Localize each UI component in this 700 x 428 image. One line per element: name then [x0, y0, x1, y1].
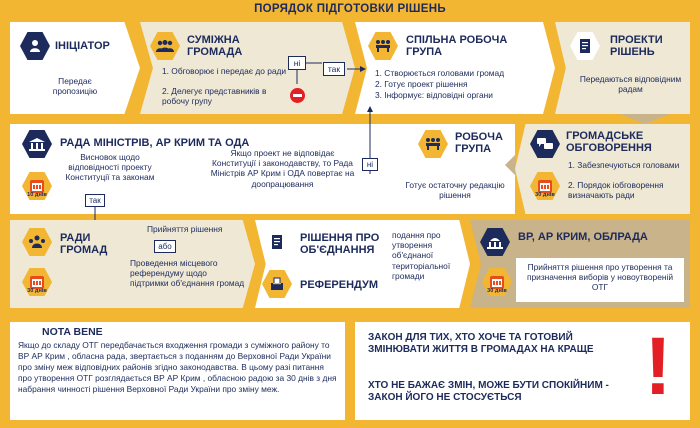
- exclamation-mark: !: [644, 321, 672, 412]
- joint-header: СПІЛЬНА РОБОЧА ГРУПА: [406, 34, 508, 58]
- yes-box-2: так: [85, 194, 105, 207]
- initiator-header: ІНІЦІАТОР: [55, 40, 110, 52]
- adjacent-item-2: 2. Делегує представників в робочу групу: [162, 86, 267, 107]
- slogan-line-2: ХТО НЕ БАЖАЄ ЗМІН, МОЖЕ БУТИ СПОКІЙНИМ - ЗАКОН ЙОГО НЕ СТОСУЄТЬСЯ: [368, 380, 609, 403]
- joint-item-3: 3. Інформує: відповідні органи: [375, 90, 493, 100]
- slogan-line-1: ЗАКОН ДЛЯ ТИХ, ХТО ХОЧЕ ТА ГОТОВИЙ ЗМІНЮВАТИ ЖИТТЯ В ГРОМАДАХ НА КРАЩЕ: [368, 332, 594, 355]
- public-item-1: 1. Забезпечуються головами: [568, 160, 680, 170]
- councils-text-2: Проведення місцевого референдуму щодо підтримки об'єднання громад: [130, 258, 245, 289]
- public-header: ГРОМАДСЬКЕ ОБГОВОРЕННЯ: [566, 130, 652, 154]
- cabinet-text-left: Висновок щодо відповідності проекту Конституції та законам: [65, 152, 155, 183]
- down-arrow: [620, 114, 670, 124]
- councils-header: РАДИ ГРОМАД: [60, 232, 108, 256]
- working-header: РОБОЧА ГРУПА: [455, 131, 503, 155]
- merge-text: подання про утворення об'єднаної територіальної громади: [392, 230, 451, 281]
- adjacent-item-1: 1. Обговорює і передає до ради: [162, 66, 287, 76]
- stop-icon: [290, 88, 305, 103]
- days-label-30c: 30 днів: [487, 288, 507, 294]
- initiator-text: Передає пропозицію: [52, 76, 98, 97]
- days-label-30b: 30 днів: [27, 288, 47, 294]
- cabinet-header: РАДА МІНІСТРІВ, АР КРИМ ТА ОДА: [60, 137, 250, 149]
- page-title: ПОРЯДОК ПІДГОТОВКИ РІШЕНЬ: [254, 3, 446, 15]
- no-box-2: ні: [362, 158, 378, 171]
- days-label-10: 10 днів: [27, 192, 47, 198]
- oblast-text: Прийняття рішення про утворення та призначення виборів у новоутвореній ОТГ: [526, 262, 674, 293]
- working-text: Готує остаточну редакцію рішення: [405, 180, 505, 201]
- nota-header: NOTA BENE: [42, 326, 103, 338]
- referendum-header: РЕФЕРЕНДУМ: [300, 279, 378, 291]
- or-box: або: [154, 240, 176, 253]
- oblast-header: ВР, АР КРИМ, ОБЛРАДА: [518, 231, 648, 243]
- joint-item-2: 2. Готує проект рішення: [375, 79, 468, 89]
- left-arrow: [505, 155, 515, 175]
- councils-text-1: Прийняття рішення: [147, 224, 223, 234]
- joint-item-1: 1. Створюється головами громад: [375, 68, 505, 78]
- yes-box: так: [323, 62, 345, 76]
- public-item-2: 2. Порядок іобговорення визначають ради: [568, 180, 664, 201]
- merge-header: РІШЕННЯ ПРО ОБ'ЄДНАННЯ: [300, 232, 380, 256]
- drafts-header: ПРОЕКТИ РІШЕНЬ: [610, 34, 663, 58]
- adjacent-header: СУМІЖНА ГРОМАДА: [187, 34, 243, 58]
- cabinet-text-right: Якщо проект не відповідає Конституції і законодавству, то Рада Міністрів АР Крим і ОДА повертає на доопрацювання: [210, 148, 355, 189]
- drafts-text: Передаються відповідним радам: [579, 74, 682, 95]
- days-label-30a: 30 днів: [535, 192, 555, 198]
- nota-text: Якщо до складу ОТГ передбачається входження громади з суміжного району то ВР АР Крим , обласна рада, звертається з поданням до Верховної Ради України про зміну меж відповідних районів згідно законодавства. В цьому разі питання про утворення ОТГ розглядається ВР АР Крим , обласною радою за 30 днів з дня набрання чинності рішення Верховної Ради України про зміну меж.: [18, 340, 337, 394]
- no-box: ні: [288, 56, 306, 70]
